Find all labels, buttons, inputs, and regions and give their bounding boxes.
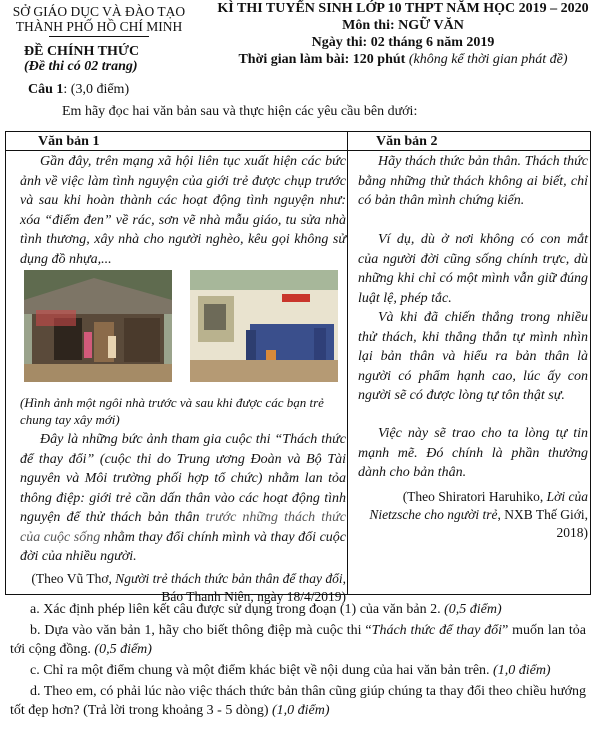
text-1-source-tail: , Báo Thanh Niên, ngày 18/4/2019)	[161, 571, 346, 604]
text-2-paragraph-4: Việc này sẽ trao cho ta lòng tự tin mạnh mẽ. Đó chính là phần thưởng dành cho bản thân.	[358, 426, 588, 480]
question-a-points: (0,5 điểm)	[444, 602, 502, 617]
question-c-points: (1,0 điểm)	[493, 663, 551, 678]
header-underline	[49, 36, 149, 37]
text-2-paragraph-3: Và khi đã chiến thắng trong nhiều thử thách, khi thẳng thắn tự mình nhìn lại bản thân và hiểu ra bản thân là người có phẩm hạnh cao, lúc ấy con người sẽ có được lòng tự tôn thật sự.	[358, 310, 588, 403]
question-b-text-2: ” muốn lan tỏa tới cộng đồng.	[10, 623, 586, 657]
official-label: ĐỀ CHÍNH THỨC	[24, 44, 140, 59]
question-c-text: c. Chỉ ra một điểm chung và một điểm khác biệt về nội dung của hai văn bản trên.	[30, 663, 494, 678]
question-b-text-1: b. Dựa vào văn bản 1, hãy cho biết thông điệp mà cuộc thi “	[30, 623, 372, 638]
text-2-column	[348, 132, 590, 594]
question-b-points: (0,5 điểm)	[94, 642, 152, 657]
text-2-source-lead: (Theo Shiratori Haruhiko,	[402, 489, 547, 504]
text-1-source-title: Người trẻ thách thức bản thân để thay đổi	[115, 571, 343, 586]
question-d	[10, 682, 586, 720]
text-2-source-tail: , NXB Thế Giới, 2018)	[497, 507, 588, 540]
exam-title: KÌ THI TUYỂN SINH LỚP 10 THPT NĂM HỌC 2019 – 2020	[217, 1, 589, 16]
text-2-paragraph-2: Ví dụ, dù ở nơi không có con mắt của người đời cũng sống chính trực, dù những khi chỉ có một mình vẫn giữ đúng luật lệ, phép tắc.	[358, 232, 588, 306]
city-name: THÀNH PHỐ HỒ CHÍ MINH	[15, 19, 183, 34]
text-2-title: Văn bản 2	[376, 134, 438, 149]
text-1-source-lead: (Theo Vũ Thơ,	[31, 571, 116, 586]
text-1-paragraph-2-part-a: Đây là những bức ảnh tham gia cuộc thi “Thách thức để thay đổi”	[20, 432, 346, 467]
exam-header	[206, 0, 600, 68]
photo-house-after	[190, 270, 338, 382]
question-a	[10, 600, 586, 619]
question-1-heading	[28, 82, 129, 98]
question-c	[10, 661, 586, 680]
text-2-source	[360, 488, 588, 542]
exam-time-note: (không kể thời gian phát đề)	[408, 52, 568, 67]
exam-date: Ngày thi: 02 tháng 6 năm 2019	[311, 35, 495, 50]
reading-table	[5, 131, 591, 604]
text-1-paragraph-2-part-e: nhằm thay đổi chính mình và thay đổi cuộc đời của nhiều người.	[20, 529, 347, 564]
exam-time-label: Thời gian làm bài: 120 phút	[238, 52, 406, 67]
question-d-text: d. Theo em, có phải lúc nào việc thách thức bản thân cũng giúp chúng ta thay đổi theo chiều hướng tốt đẹp hơn? (Trả lời trong khoảng 3 - 5 dòng)	[10, 684, 586, 718]
official-label-block	[24, 44, 139, 74]
text-1-paragraph-2-part-c: nhằm lan tỏa thông điệp: giới trẻ cần dấn thân vào các hoạt động tình nguyện để thử thách bản thân	[20, 471, 347, 525]
text-2-paragraph-1: Hãy thách thức bản thân. Thách thức bằng những thử thách không ai biết, chỉ có bản thân mình chứng kiến.	[358, 154, 588, 208]
question-list	[0, 600, 600, 722]
photo-house-before	[24, 270, 172, 382]
text-1-title: Văn bản 1	[38, 134, 100, 149]
text-1-paragraph-2-part-d: trước những thách thức của cuộc sống	[20, 510, 346, 545]
question-a-text: a. Xác định phép liên kết câu được sử dụng trong đoạn (1) của văn bản 2.	[30, 602, 445, 617]
photo-pair	[24, 270, 336, 382]
department-header	[0, 4, 198, 37]
photo-caption: (Hình ảnh một ngôi nhà trước và sau khi được các bạn trẻ chung tay xây mới)	[20, 395, 324, 427]
text-1-column	[6, 132, 348, 604]
question-1-intro: Em hãy đọc hai văn bản sau và thực hiện các yêu cầu bên dưới:	[62, 104, 418, 119]
text-1-paragraph-2-part-b: (cuộc thi do Trung ương Đoàn và Bộ Tài nguyên và Môi trường phối hợp tổ chức)	[20, 451, 346, 486]
exam-subject: Môn thi: NGỮ VĂN	[342, 18, 464, 33]
department-name: SỞ GIÁO DỤC VÀ ĐÀO TẠO	[12, 4, 186, 19]
question-1-points: : (3,0 điểm)	[63, 82, 130, 97]
text-1-paragraph-1: Gần đây, trên mạng xã hội liên tục xuất hiện các bức ảnh về việc làm tình nguyện của giới trẻ được chụp trước và sau khi hoàn thành các hoạt động tình nguyện như: xóa “điểm đen” về rác, sơn vẽ nhà mẫu giáo, tu sửa nhà tình thương, xây nhà cho người nghèo, kêu gọi không sử dụng đồ nhựa,...	[20, 154, 346, 267]
question-b	[10, 621, 586, 659]
text-1-paragraph-2	[20, 430, 346, 567]
exam-time	[206, 51, 600, 68]
question-1-label: Câu 1	[28, 82, 64, 97]
question-b-contest-name: Thách thức để thay đổi	[371, 623, 503, 638]
question-d-points: (1,0 điểm)	[271, 703, 330, 718]
page-count: (Đề thi có 02 trang)	[24, 59, 138, 74]
text-2-source-title: Lời của Nietzsche cho người trẻ	[369, 489, 588, 522]
